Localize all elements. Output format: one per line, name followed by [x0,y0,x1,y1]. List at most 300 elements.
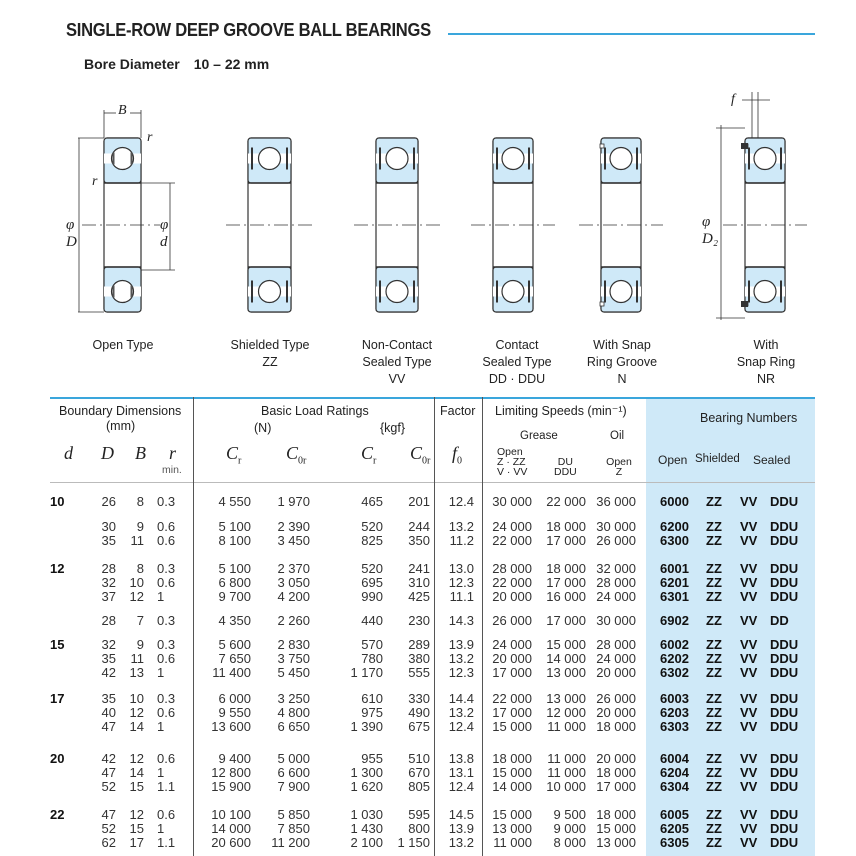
cell-shielded: ZZ [706,575,722,590]
cell-cr-n: 13 600 [211,719,251,734]
cell-r: 1.1 [157,835,176,850]
cell-f0: 14.4 [448,691,474,706]
cell-sealed2: DDU [770,807,799,822]
cell-oil: 32 000 [596,561,636,576]
symbol-c0r-n [286,443,306,467]
header-z-zz: Z · ZZ [497,456,526,468]
cell-open: 6204 [660,765,689,780]
cell-c0r-n: 5 450 [277,665,310,680]
cell-cr-kgf: 975 [361,705,383,720]
cell-grease-open: 15 000 [492,719,532,734]
cell-shielded: ZZ [706,765,722,780]
cell-d: 47 [101,807,116,822]
cell-b: 11 [130,533,144,548]
cell-grease-open: 22 000 [492,575,532,590]
cell-grease-open: 15 000 [492,807,532,822]
cell-cr-n: 9 700 [218,589,251,604]
cell-c0r-kgf: 670 [408,765,430,780]
cell-grease-du: 10 000 [546,779,586,794]
cell-c0r-kgf: 490 [408,705,430,720]
cell-shielded: ZZ [706,494,722,509]
cell-d: 15 [50,637,65,652]
cell-c0r-kgf: 330 [408,691,430,706]
c0r-sub: 0r [298,455,307,467]
bearing-type-label [332,337,462,388]
cell-c0r-n: 2 390 [277,519,310,534]
symbol-r-min: min. [162,464,182,476]
cell-sealed1: VV [740,575,758,590]
cell-b: 17 [129,835,144,850]
divider [482,397,483,856]
cell-c0r-n: 7 850 [277,821,310,836]
cell-shielded: ZZ [706,561,722,576]
cell-oil: 17 000 [596,779,636,794]
header-boundary: Boundary Dimensions [59,404,182,418]
cell-grease-open: 17 000 [492,705,532,720]
cell-cr-n: 5 600 [218,637,251,652]
cell-r: 0.6 [157,533,176,548]
cell-open: 6202 [660,651,689,666]
cell-c0r-kgf: 805 [408,779,430,794]
cell-r: 1.1 [157,779,176,794]
cell-f0: 13.1 [448,765,474,780]
cell-d: 12 [50,561,65,576]
cr-sub: r [373,455,377,467]
type-label-line1: Non-Contact [361,338,433,352]
cell-b: 7 [136,613,144,628]
cell-shielded: ZZ [706,779,722,794]
snap-ring [741,143,748,149]
bore-value: 10 – 22 mm [193,56,270,72]
type-label-line2: Sealed Type [362,355,432,369]
cell-open: 6304 [660,779,689,794]
cell-open: 6205 [660,821,689,836]
ball [259,281,281,303]
cell-sealed2: DDU [770,705,799,720]
cell-d: 35 [101,533,116,548]
cell-c0r-n: 2 830 [277,637,310,652]
cell-sealed2: DDU [770,719,799,734]
cell-f0: 12.4 [448,779,474,794]
symbol-bore-diameter: φ d [160,217,169,250]
header-load-n: (N) [254,421,272,435]
ball [754,281,776,303]
cell-d: 26 [101,494,116,509]
cell-open: 6002 [660,637,689,652]
bearing-type-label [205,337,335,371]
cell-c0r-n: 2 370 [277,561,310,576]
cell-sealed2: DDU [770,779,799,794]
cell-f0: 12.3 [448,575,474,590]
cell-oil: 30 000 [596,613,636,628]
symbol-c0r-kgf [410,443,430,467]
c0r-letter: C [410,443,423,463]
cell-sealed1: VV [740,561,758,576]
cell-cr-n: 15 900 [211,779,251,794]
cell-grease-du: 17 000 [546,613,586,628]
cell-c0r-kgf: 201 [408,494,430,509]
cell-c0r-kgf: 1 150 [397,835,430,850]
cell-d: 52 [101,821,116,836]
cell-cr-kgf: 955 [361,751,383,766]
cell-cr-n: 4 350 [218,613,251,628]
cell-c0r-n: 5 850 [277,807,310,822]
cell-b: 15 [129,779,144,794]
cell-grease-open: 28 000 [492,561,532,576]
cell-sealed1: VV [740,691,758,706]
cell-grease-du: 13 000 [546,665,586,680]
cell-shielded: ZZ [706,821,722,836]
ball [386,148,408,170]
cell-shielded: ZZ [706,835,722,850]
cell-sealed2: DDU [770,835,799,850]
ball [610,281,632,303]
symbol-d: d [64,443,73,463]
cell-cr-kgf: 990 [361,589,383,604]
cell-sealed1: VV [740,613,758,628]
cell-shielded: ZZ [706,519,722,534]
cell-open: 6301 [660,589,689,604]
cell-d: 47 [101,765,116,780]
cell-open: 6005 [660,807,689,822]
cell-r: 1 [157,765,165,780]
cell-sealed2: DDU [770,519,799,534]
cell-grease-du: 11 000 [547,719,586,734]
type-label-line1: Open Type [92,338,154,352]
cell-open: 6200 [660,519,689,534]
cell-cr-n: 5 100 [218,519,251,534]
cell-cr-n: 8 100 [218,533,251,548]
cell-c0r-kgf: 350 [408,533,430,548]
cell-open: 6305 [660,835,689,850]
cell-c0r-kgf: 510 [408,751,430,766]
cell-grease-du: 22 000 [546,494,586,509]
cell-sealed1: VV [740,637,758,652]
cell-b: 10 [129,575,144,590]
header-load-kgf: {kgf} [380,421,406,435]
ball [502,148,524,170]
cell-open: 6302 [660,665,689,680]
cell-oil: 20 000 [596,751,636,766]
cell-cr-kgf: 440 [361,613,383,628]
cell-sealed2: DDU [770,494,799,509]
cell-oil: 18 000 [596,765,636,780]
cell-grease-du: 8 000 [553,835,586,850]
table-top-rule [50,397,815,399]
bearing-type-label [557,337,687,388]
cell-grease-du: 12 000 [546,705,586,720]
cell-oil: 36 000 [596,494,636,509]
cell-c0r-n: 6 600 [277,765,310,780]
cell-c0r-n: 3 750 [277,651,310,666]
cell-c0r-kgf: 244 [408,519,430,534]
cell-sealed1: VV [740,589,758,604]
type-label-line2: Ring Groove [586,355,658,369]
header-open: Open [497,446,523,458]
cell-shielded: ZZ [706,665,722,680]
bearing-type-label [701,337,831,388]
cell-sealed2: DDU [770,575,799,590]
cell-sealed1: VV [740,494,758,509]
type-label-line1: Shielded Type [230,338,310,352]
cell-cr-kgf: 825 [361,533,383,548]
cell-oil: 18 000 [596,807,636,822]
cell-oil: 18 000 [596,719,636,734]
cell-cr-n: 11 400 [212,665,251,680]
symbol-D: D [101,443,114,463]
cell-grease-open: 18 000 [492,751,532,766]
cell-b: 14 [129,719,144,734]
snap-groove [600,144,604,148]
cell-cr-n: 12 800 [211,765,251,780]
cell-sealed1: VV [740,821,758,836]
cell-open: 6000 [660,494,689,509]
type-label-line1: With [753,338,779,352]
cell-c0r-n: 1 970 [277,494,310,509]
cell-f0: 13.2 [448,519,474,534]
cell-cr-kgf: 1 430 [350,821,383,836]
type-label-line1: Contact [495,338,539,352]
cell-shielded: ZZ [706,807,722,822]
cell-b: 9 [136,637,144,652]
cell-b: 10 [129,691,144,706]
type-label-line2: Snap Ring [736,355,796,369]
cell-grease-open: 20 000 [492,651,532,666]
bearing-type-label [58,337,188,354]
cell-grease-du: 11 000 [547,765,586,780]
cell-grease-open: 30 000 [492,494,532,509]
cell-sealed1: VV [740,719,758,734]
symbol-r-inner: r [92,174,98,189]
cell-f0: 13.2 [448,705,474,720]
cell-grease-du: 9 000 [553,821,586,836]
cell-grease-open: 11 000 [493,835,532,850]
cell-f0: 12.3 [448,665,474,680]
cell-d: 52 [101,779,116,794]
cr-sub: r [238,455,242,467]
ball [112,281,134,303]
cell-r: 0.3 [157,637,176,652]
cell-r: 0.3 [157,691,176,706]
header-shielded: Shielded [695,453,740,465]
type-label-line3: NR [756,372,776,386]
ball [259,148,281,170]
cell-d: 28 [101,613,116,628]
cell-cr-kgf: 520 [361,561,383,576]
cell-grease-du: 17 000 [546,533,586,548]
cell-c0r-kgf: 230 [408,613,430,628]
cell-f0: 14.3 [448,613,474,628]
ball [610,148,632,170]
cell-cr-kgf: 1 300 [350,765,383,780]
cell-d: 22 [50,807,65,822]
c0r-sub: 0r [422,455,431,467]
header-grease: Grease [520,430,558,442]
cell-d: 28 [101,561,116,576]
symbol-cr-n [226,443,241,467]
cell-d: 10 [50,494,65,509]
cell-r: 0.6 [157,751,176,766]
cell-f0: 13.8 [448,751,474,766]
symbol-B: B [135,443,146,463]
cell-oil: 13 000 [596,835,636,850]
snap-ring [741,301,748,307]
cell-d: 35 [101,651,116,666]
cell-r: 0.6 [157,575,176,590]
cell-sealed1: VV [740,533,758,548]
symbol-f0 [452,443,462,467]
header-open-num: Open [658,453,688,467]
type-label-line1: With Snap [593,338,651,352]
cell-grease-open: 22 000 [492,533,532,548]
type-label-line2: Sealed Type [482,355,552,369]
header-sealed: Sealed [753,453,791,467]
cell-sealed1: VV [740,779,758,794]
cell-f0: 13.0 [448,561,474,576]
cell-r: 0.3 [157,494,176,509]
cell-cr-kgf: 465 [361,494,383,509]
cell-b: 14 [129,765,144,780]
cell-cr-n: 7 650 [218,651,251,666]
cell-f0: 11.2 [449,533,474,548]
cell-b: 12 [129,751,144,766]
cell-c0r-n: 4 800 [277,705,310,720]
cell-sealed2: DDU [770,765,799,780]
cell-b: 15 [129,821,144,836]
cell-open: 6003 [660,691,689,706]
cell-grease-du: 18 000 [546,561,586,576]
cell-d: 37 [101,589,116,604]
cell-c0r-kgf: 380 [408,651,430,666]
ball [502,281,524,303]
cell-shielded: ZZ [706,533,722,548]
cell-open: 6300 [660,533,689,548]
header-oil: Oil [610,430,625,442]
cell-f0: 14.5 [448,807,474,822]
cell-open: 6203 [660,705,689,720]
cell-cr-kgf: 610 [361,691,383,706]
cell-grease-du: 11 000 [547,751,586,766]
cell-c0r-kgf: 800 [408,821,430,836]
header-v-vv: V · VV [497,466,528,478]
cell-oil: 20 000 [596,665,636,680]
cell-grease-open: 24 000 [492,637,532,652]
symbol-B: B [118,103,127,118]
cell-sealed2: DDU [770,691,799,706]
cell-shielded: ZZ [706,637,722,652]
cell-cr-n: 9 400 [218,751,251,766]
type-label-line2: ZZ [262,355,278,369]
cell-grease-du: 9 500 [553,807,586,822]
cell-r: 0.6 [157,519,176,534]
cell-r: 0.3 [157,613,176,628]
cell-c0r-kgf: 289 [408,637,430,652]
cell-oil: 28 000 [596,637,636,652]
header-oil-z: Z [615,466,623,478]
cell-f0: 12.4 [448,719,474,734]
cell-r: 1 [157,719,165,734]
cell-cr-kgf: 1 170 [350,665,383,680]
cell-r: 1 [157,821,165,836]
cell-grease-open: 14 000 [492,779,532,794]
cell-c0r-n: 5 000 [277,751,310,766]
cell-cr-kgf: 2 100 [350,835,383,850]
type-label-line3: DD · DDU [488,372,546,386]
cell-cr-n: 14 000 [211,821,251,836]
cell-grease-open: 17 000 [492,665,532,680]
cell-cr-kgf: 695 [361,575,383,590]
cell-shielded: ZZ [706,705,722,720]
cell-cr-n: 6 800 [218,575,251,590]
cell-c0r-kgf: 425 [408,589,430,604]
header-rule [50,482,815,483]
cell-sealed2: DDU [770,651,799,666]
cell-sealed2: DD [770,613,789,628]
cell-d: 32 [101,575,116,590]
cell-sealed1: VV [740,807,758,822]
cell-shielded: ZZ [706,751,722,766]
header-bearing-numbers: Bearing Numbers [700,411,798,425]
cell-shielded: ZZ [706,613,722,628]
cell-cr-n: 20 600 [211,835,251,850]
header-load: Basic Load Ratings [261,404,369,418]
cell-grease-du: 16 000 [546,589,586,604]
cell-cr-kgf: 570 [361,637,383,652]
cell-d: 42 [101,751,116,766]
cell-cr-kgf: 1 620 [350,779,383,794]
cell-d: 32 [101,637,116,652]
cell-c0r-kgf: 310 [408,575,430,590]
ball [386,281,408,303]
cell-f0: 13.2 [448,835,474,850]
divider [193,397,194,856]
cell-d: 47 [101,719,116,734]
cell-sealed2: DDU [770,533,799,548]
bore-label: Bore Diameter [84,56,180,72]
cell-shielded: ZZ [706,719,722,734]
cell-grease-open: 26 000 [492,613,532,628]
cell-grease-du: 14 000 [546,651,586,666]
header-speeds: Limiting Speeds (min⁻¹) [495,404,627,418]
cell-d: 17 [50,691,65,706]
cell-f0: 13.9 [448,637,474,652]
cell-c0r-kgf: 555 [408,665,430,680]
cell-cr-n: 10 100 [211,807,251,822]
cell-c0r-n: 3 050 [277,575,310,590]
cell-b: 12 [129,589,144,604]
cell-cr-n: 9 550 [218,705,251,720]
symbol-cr-kgf [361,443,376,467]
cell-oil: 20 000 [596,705,636,720]
cell-open: 6001 [660,561,689,576]
cell-d: 20 [50,751,65,766]
cell-b: 13 [129,665,144,680]
cell-oil: 24 000 [596,651,636,666]
cell-b: 11 [130,651,144,666]
divider [434,397,435,856]
cell-cr-kgf: 780 [361,651,383,666]
cell-r: 0.6 [157,705,176,720]
cell-sealed1: VV [740,835,758,850]
cell-c0r-n: 7 900 [277,779,310,794]
header-du [554,457,577,477]
cell-c0r-kgf: 595 [408,807,430,822]
cell-b: 12 [129,807,144,822]
symbol-f: f [731,92,735,107]
cell-oil: 26 000 [596,533,636,548]
cell-sealed2: DDU [770,589,799,604]
f0-sub: 0 [457,455,463,467]
